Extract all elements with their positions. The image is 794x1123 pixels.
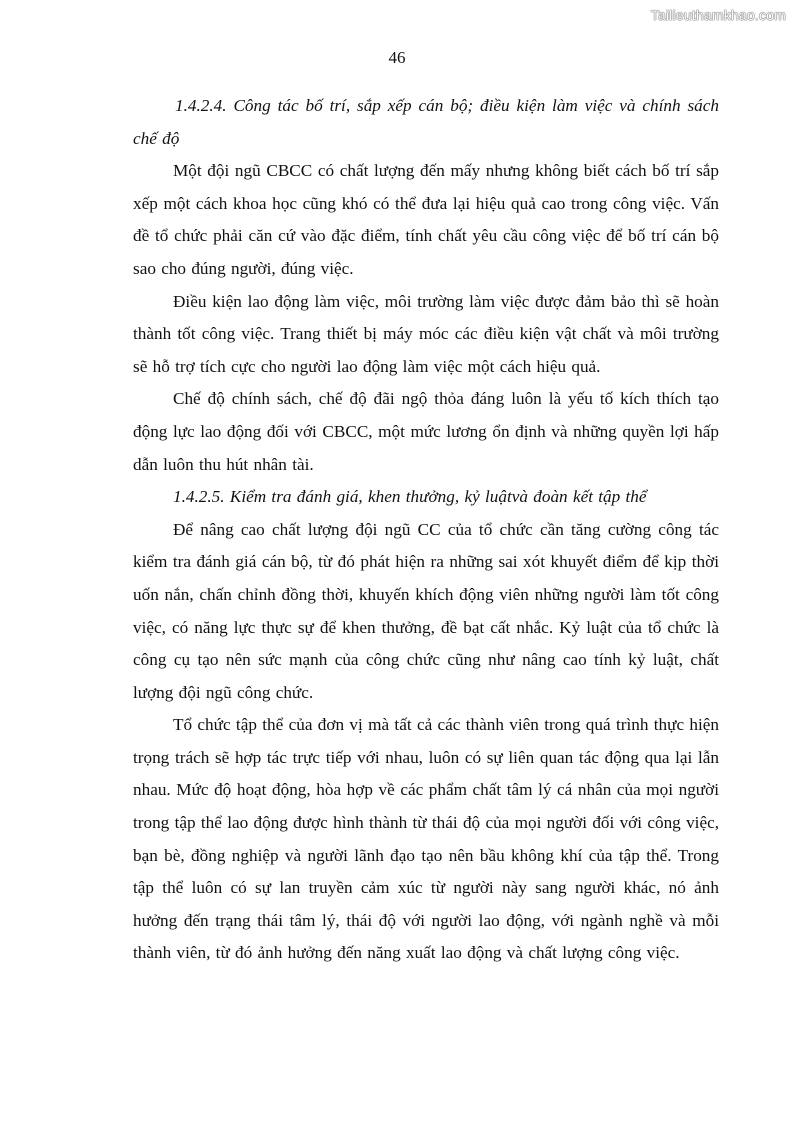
section-heading-1-4-2-4: 1.4.2.4. Công tác bố trí, sắp xếp cán bộ; điều kiện làm việc và chính sách chế độ	[133, 96, 719, 148]
paragraph-collective-unity: Tổ chức tập thể của đơn vị mà tất cả các thành viên trong quá trình thực hiện trọng trách sẽ hợp tác trực tiếp với nhau, luôn có sự liên quan tác động qua lại lẫn nhau. Mức độ hoạt động, hòa hợp về các phẩm chất tâm lý cá nhân của mọi người trong tập thể lao động được hình thành từ thái độ của mọi người đối với công việc, bạn bè, đồng nghiệp và người lãnh đạo tạo nên bầu không khí của tập thể. Trong tập thể luôn có sự lan truyền cảm xúc từ người này sang người khác, nó ảnh hưởng đến trạng thái tâm lý, thái độ với người lao động, với ngành nghề và mỗi thành viên, từ đó ảnh hưởng đến năng xuất lao động và chất lượng công việc.	[133, 715, 719, 963]
paragraph-policy-regime: Chế độ chính sách, chế độ đãi ngộ thỏa đáng luôn là yếu tố kích thích tạo động lực lao động đối với CBCC, một mức lương ổn định và những quyền lợi hấp dẫn luôn thu hút nhân tài.	[133, 389, 719, 474]
paragraph-staff-arrangement: Một đội ngũ CBCC có chất lượng đến mấy nhưng không biết cách bố trí sắp xếp một cách khoa học cũng khó có thể đưa lại hiệu quả cao trong công việc. Vấn đề tổ chức phải căn cứ vào đặc điểm, tính chất yêu cầu công việc để bố trí cán bộ sao cho đúng người, đúng việc.	[133, 161, 719, 278]
paragraph-inspection-evaluation: Để nâng cao chất lượng đội ngũ CC của tổ chức cần tăng cường công tác kiểm tra đánh giá cán bộ, từ đó phát hiện ra những sai xót khuyết điểm để kịp thời uốn nắn, chấn chỉnh đồng thời, khuyến khích động viên những người làm tốt công việc, có năng lực thực sự để khen thưởng, đề bạt cất nhắc. Kỷ luật của tổ chức là công cụ tạo nên sức mạnh của công chức cũng như nâng cao tính kỷ luật, chất lượng đội ngũ công chức.	[133, 519, 719, 702]
page-number: 46	[388, 48, 406, 67]
watermark-text: Tailieuthamkhao.com	[650, 7, 786, 23]
body-text	[133, 90, 719, 970]
section-heading-1-4-2-5: 1.4.2.5. Kiểm tra đánh giá, khen thưởng, kỷ luậtvà đoàn kết tập thể	[173, 487, 647, 507]
paragraph-working-conditions: Điều kiện lao động làm việc, môi trường làm việc được đảm bảo thì sẽ hoàn thành tốt công việc. Trang thiết bị máy móc các điều kiện vật chất và môi trường sẽ hỗ trợ tích cực cho người lao động làm việc một cách hiệu quả.	[133, 291, 719, 376]
